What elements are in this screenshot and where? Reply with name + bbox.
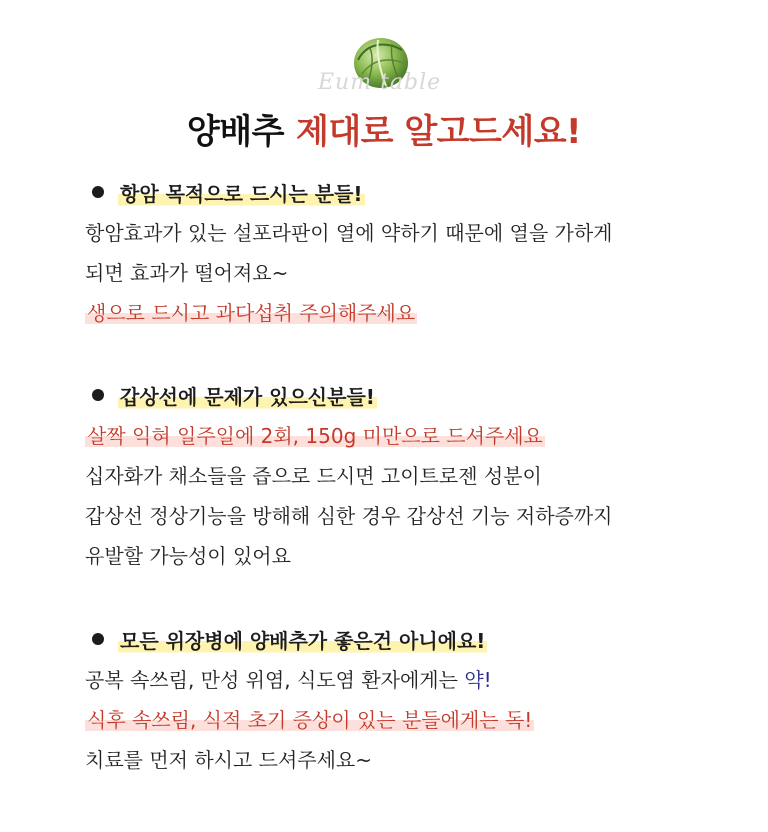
body-text: 공복 속쓰림, 만성 위염, 식도염 환자에게는 bbox=[85, 668, 465, 692]
title-black: 양배추 bbox=[186, 112, 284, 152]
heading-text: 모든 위장병에 양배추가 좋은건 아니에요! bbox=[118, 625, 487, 654]
watermark: Eum table bbox=[318, 70, 442, 95]
body-line bbox=[85, 293, 725, 333]
body-line: 갑상선 정상기능을 방해해 심한 경우 갑상선 기능 저하증까지 bbox=[85, 504, 613, 528]
poison-label: 독! bbox=[504, 708, 533, 732]
header bbox=[0, 22, 768, 152]
body-line bbox=[85, 660, 725, 700]
section-heading bbox=[85, 622, 725, 656]
body-line: 되면 효과가 떨어져요~ bbox=[85, 261, 289, 285]
body-line bbox=[85, 416, 725, 456]
heading-text: 갑상선에 문제가 있으신분들! bbox=[118, 381, 377, 410]
body-line: 항암효과가 있는 설포라판이 열에 약하기 때문에 열을 가하게 bbox=[85, 221, 613, 245]
section-heading bbox=[85, 378, 725, 412]
body-line: 유발할 가능성이 있어요 bbox=[85, 544, 291, 568]
warning-text: 살짝 익혀 일주일에 2회, 150g 미만으로 드셔주세요 bbox=[87, 424, 543, 448]
title-red: 제대로 알고드세요! bbox=[295, 112, 582, 152]
section-heading bbox=[85, 175, 725, 209]
warning-text bbox=[85, 708, 534, 732]
body-line: 치료를 먼저 하시고 드셔주세요~ bbox=[85, 748, 372, 772]
section-stomach bbox=[85, 622, 725, 780]
bullet-icon bbox=[92, 633, 104, 645]
medicine-label: 약! bbox=[464, 668, 492, 692]
bullet-icon bbox=[92, 186, 104, 198]
body-line: 십자화가 채소들을 즙으로 드시면 고이트로젠 성분이 bbox=[85, 464, 542, 488]
warning-text: 생으로 드시고 과다섭취 주의해주세요 bbox=[87, 301, 416, 325]
body-line bbox=[85, 700, 725, 740]
bullet-icon bbox=[92, 389, 104, 401]
warning-text-part: 식후 속쓰림, 식적 초기 증상이 있는 분들에게는 bbox=[87, 708, 505, 732]
section-anticancer bbox=[85, 175, 725, 333]
section-thyroid bbox=[85, 378, 725, 576]
page-title bbox=[0, 104, 768, 153]
heading-text: 항암 목적으로 드시는 분들! bbox=[118, 178, 365, 207]
